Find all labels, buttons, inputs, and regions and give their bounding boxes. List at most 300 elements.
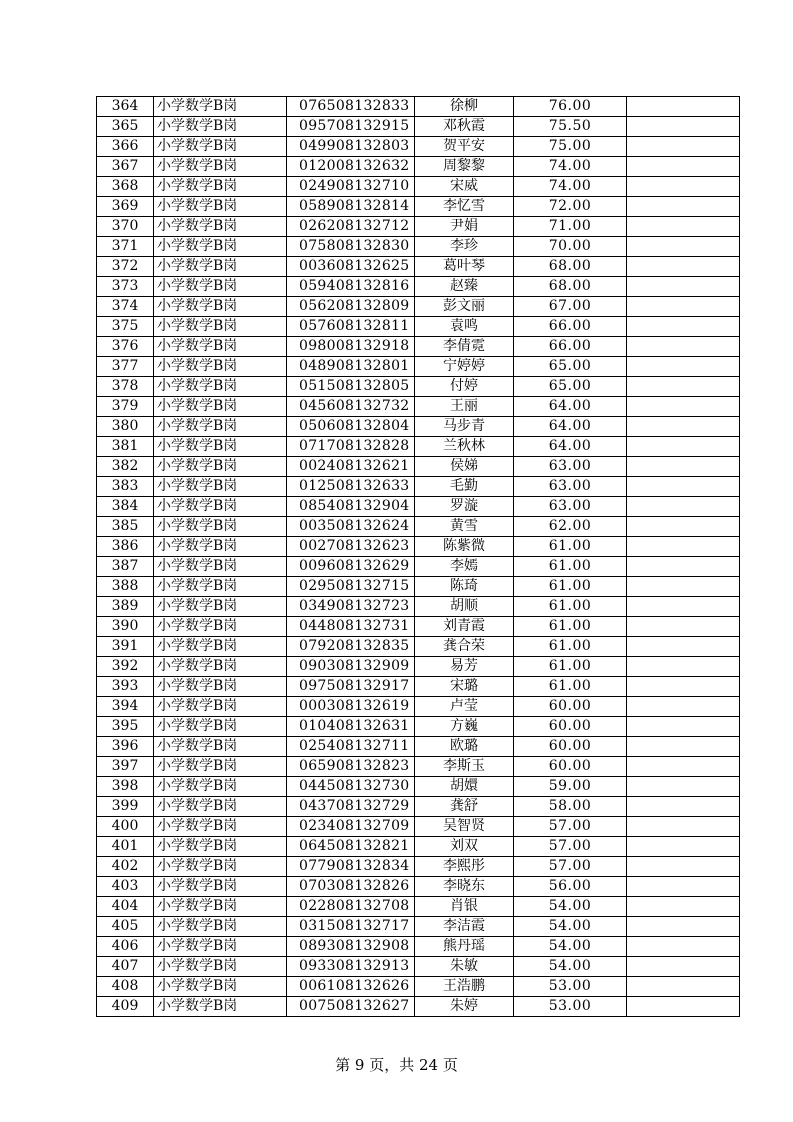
- position-name-cell: 小学数学B岗: [154, 497, 287, 517]
- row-number-cell: 377: [97, 357, 154, 377]
- results-table: [96, 96, 740, 1017]
- note-cell: [627, 777, 740, 797]
- table-row: [97, 297, 740, 317]
- score-cell: 57.00: [514, 817, 627, 837]
- position-name-cell: 小学数学B岗: [154, 977, 287, 997]
- note-cell: [627, 437, 740, 457]
- score-cell: 72.00: [514, 197, 627, 217]
- position-name-cell: 小学数学B岗: [154, 97, 287, 117]
- row-number-cell: 370: [97, 217, 154, 237]
- note-cell: [627, 877, 740, 897]
- table-row: [97, 417, 740, 437]
- position-name-cell: 小学数学B岗: [154, 417, 287, 437]
- page-number: 第 9 页，共 24 页: [335, 1056, 458, 1074]
- table-row: [97, 617, 740, 637]
- position-name-cell: 小学数学B岗: [154, 777, 287, 797]
- exam-id-cell: 059408132816: [287, 277, 415, 297]
- note-cell: [627, 337, 740, 357]
- table-row: [97, 557, 740, 577]
- note-cell: [627, 557, 740, 577]
- exam-id-cell: 000308132619: [287, 697, 415, 717]
- note-cell: [627, 957, 740, 977]
- candidate-name-cell: 卢莹: [415, 697, 514, 717]
- row-number-cell: 407: [97, 957, 154, 977]
- table-row: [97, 777, 740, 797]
- position-name-cell: 小学数学B岗: [154, 957, 287, 977]
- row-number-cell: 368: [97, 177, 154, 197]
- table-row: [97, 977, 740, 997]
- candidate-name-cell: 李斯玉: [415, 757, 514, 777]
- candidate-name-cell: 刘青霞: [415, 617, 514, 637]
- position-name-cell: 小学数学B岗: [154, 677, 287, 697]
- exam-id-cell: 034908132723: [287, 597, 415, 617]
- row-number-cell: 383: [97, 477, 154, 497]
- candidate-name-cell: 李嫣: [415, 557, 514, 577]
- table-row: [97, 637, 740, 657]
- candidate-name-cell: 李洁霞: [415, 917, 514, 937]
- note-cell: [627, 137, 740, 157]
- exam-id-cell: 023408132709: [287, 817, 415, 837]
- row-number-cell: 408: [97, 977, 154, 997]
- row-number-cell: 391: [97, 637, 154, 657]
- row-number-cell: 365: [97, 117, 154, 137]
- position-name-cell: 小学数学B岗: [154, 277, 287, 297]
- exam-id-cell: 006108132626: [287, 977, 415, 997]
- score-cell: 60.00: [514, 737, 627, 757]
- row-number-cell: 371: [97, 237, 154, 257]
- note-cell: [627, 417, 740, 437]
- position-name-cell: 小学数学B岗: [154, 697, 287, 717]
- row-number-cell: 388: [97, 577, 154, 597]
- note-cell: [627, 497, 740, 517]
- score-cell: 74.00: [514, 157, 627, 177]
- exam-id-cell: 071708132828: [287, 437, 415, 457]
- position-name-cell: 小学数学B岗: [154, 757, 287, 777]
- exam-id-cell: 026208132712: [287, 217, 415, 237]
- row-number-cell: 372: [97, 257, 154, 277]
- note-cell: [627, 817, 740, 837]
- row-number-cell: 366: [97, 137, 154, 157]
- exam-id-cell: 003508132624: [287, 517, 415, 537]
- position-name-cell: 小学数学B岗: [154, 457, 287, 477]
- exam-id-cell: 085408132904: [287, 497, 415, 517]
- exam-id-cell: 048908132801: [287, 357, 415, 377]
- note-cell: [627, 117, 740, 137]
- row-number-cell: 384: [97, 497, 154, 517]
- position-name-cell: 小学数学B岗: [154, 317, 287, 337]
- note-cell: [627, 97, 740, 117]
- score-cell: 66.00: [514, 337, 627, 357]
- exam-id-cell: 098008132918: [287, 337, 415, 357]
- table-row: [97, 437, 740, 457]
- score-cell: 53.00: [514, 997, 627, 1017]
- exam-id-cell: 029508132715: [287, 577, 415, 597]
- table-row: [97, 937, 740, 957]
- results-table-body: [97, 97, 740, 1017]
- table-row: [97, 157, 740, 177]
- exam-id-cell: 065908132823: [287, 757, 415, 777]
- row-number-cell: 379: [97, 397, 154, 417]
- score-cell: 64.00: [514, 437, 627, 457]
- row-number-cell: 374: [97, 297, 154, 317]
- candidate-name-cell: 邓秋霞: [415, 117, 514, 137]
- row-number-cell: 378: [97, 377, 154, 397]
- row-number-cell: 400: [97, 817, 154, 837]
- score-cell: 67.00: [514, 297, 627, 317]
- position-name-cell: 小学数学B岗: [154, 377, 287, 397]
- row-number-cell: 394: [97, 697, 154, 717]
- note-cell: [627, 977, 740, 997]
- candidate-name-cell: 李珍: [415, 237, 514, 257]
- table-row: [97, 997, 740, 1017]
- candidate-name-cell: 朱婷: [415, 997, 514, 1017]
- position-name-cell: 小学数学B岗: [154, 197, 287, 217]
- position-name-cell: 小学数学B岗: [154, 397, 287, 417]
- score-cell: 57.00: [514, 857, 627, 877]
- table-row: [97, 597, 740, 617]
- position-name-cell: 小学数学B岗: [154, 517, 287, 537]
- candidate-name-cell: 易芳: [415, 657, 514, 677]
- table-row: [97, 517, 740, 537]
- note-cell: [627, 697, 740, 717]
- position-name-cell: 小学数学B岗: [154, 857, 287, 877]
- position-name-cell: 小学数学B岗: [154, 137, 287, 157]
- note-cell: [627, 537, 740, 557]
- note-cell: [627, 657, 740, 677]
- position-name-cell: 小学数学B岗: [154, 577, 287, 597]
- exam-id-cell: 057608132811: [287, 317, 415, 337]
- exam-id-cell: 044508132730: [287, 777, 415, 797]
- table-row: [97, 697, 740, 717]
- score-cell: 54.00: [514, 917, 627, 937]
- note-cell: [627, 917, 740, 937]
- table-row: [97, 877, 740, 897]
- note-cell: [627, 237, 740, 257]
- note-cell: [627, 637, 740, 657]
- candidate-name-cell: 袁鸣: [415, 317, 514, 337]
- candidate-name-cell: 宋璐: [415, 677, 514, 697]
- row-number-cell: 387: [97, 557, 154, 577]
- note-cell: [627, 597, 740, 617]
- score-cell: 61.00: [514, 657, 627, 677]
- candidate-name-cell: 肖银: [415, 897, 514, 917]
- exam-id-cell: 079208132835: [287, 637, 415, 657]
- table-row: [97, 857, 740, 877]
- exam-id-cell: 049908132803: [287, 137, 415, 157]
- score-cell: 54.00: [514, 957, 627, 977]
- row-number-cell: 397: [97, 757, 154, 777]
- table-row: [97, 757, 740, 777]
- row-number-cell: 375: [97, 317, 154, 337]
- table-row: [97, 357, 740, 377]
- exam-id-cell: 002408132621: [287, 457, 415, 477]
- table-row: [97, 217, 740, 237]
- score-cell: 61.00: [514, 577, 627, 597]
- table-row: [97, 97, 740, 117]
- candidate-name-cell: 尹娟: [415, 217, 514, 237]
- score-cell: 61.00: [514, 617, 627, 637]
- row-number-cell: 386: [97, 537, 154, 557]
- candidate-name-cell: 胡嬛: [415, 777, 514, 797]
- row-number-cell: 385: [97, 517, 154, 537]
- candidate-name-cell: 李晓东: [415, 877, 514, 897]
- table-row: [97, 737, 740, 757]
- row-number-cell: 373: [97, 277, 154, 297]
- position-name-cell: 小学数学B岗: [154, 997, 287, 1017]
- row-number-cell: 406: [97, 937, 154, 957]
- exam-id-cell: 051508132805: [287, 377, 415, 397]
- position-name-cell: 小学数学B岗: [154, 297, 287, 317]
- candidate-name-cell: 欧璐: [415, 737, 514, 757]
- score-cell: 64.00: [514, 417, 627, 437]
- candidate-name-cell: 马步青: [415, 417, 514, 437]
- score-cell: 61.00: [514, 597, 627, 617]
- row-number-cell: 398: [97, 777, 154, 797]
- row-number-cell: 405: [97, 917, 154, 937]
- row-number-cell: 393: [97, 677, 154, 697]
- candidate-name-cell: 徐柳: [415, 97, 514, 117]
- table-row: [97, 537, 740, 557]
- table-row: [97, 837, 740, 857]
- table-row: [97, 897, 740, 917]
- score-cell: 75.50: [514, 117, 627, 137]
- note-cell: [627, 157, 740, 177]
- exam-id-cell: 022808132708: [287, 897, 415, 917]
- note-cell: [627, 197, 740, 217]
- note-cell: [627, 217, 740, 237]
- position-name-cell: 小学数学B岗: [154, 617, 287, 637]
- row-number-cell: 381: [97, 437, 154, 457]
- position-name-cell: 小学数学B岗: [154, 937, 287, 957]
- note-cell: [627, 757, 740, 777]
- note-cell: [627, 997, 740, 1017]
- table-row: [97, 457, 740, 477]
- note-cell: [627, 477, 740, 497]
- position-name-cell: 小学数学B岗: [154, 177, 287, 197]
- note-cell: [627, 937, 740, 957]
- table-row: [97, 377, 740, 397]
- candidate-name-cell: 罗漩: [415, 497, 514, 517]
- candidate-name-cell: 吴智贤: [415, 817, 514, 837]
- score-cell: 63.00: [514, 457, 627, 477]
- score-cell: 54.00: [514, 897, 627, 917]
- score-cell: 71.00: [514, 217, 627, 237]
- note-cell: [627, 517, 740, 537]
- candidate-name-cell: 王浩鹏: [415, 977, 514, 997]
- score-cell: 61.00: [514, 637, 627, 657]
- row-number-cell: 369: [97, 197, 154, 217]
- score-cell: 54.00: [514, 937, 627, 957]
- candidate-name-cell: 李熙彤: [415, 857, 514, 877]
- position-name-cell: 小学数学B岗: [154, 477, 287, 497]
- position-name-cell: 小学数学B岗: [154, 157, 287, 177]
- candidate-name-cell: 赵臻: [415, 277, 514, 297]
- table-row: [97, 117, 740, 137]
- table-row: [97, 137, 740, 157]
- table-row: [97, 577, 740, 597]
- candidate-name-cell: 胡顺: [415, 597, 514, 617]
- score-cell: 61.00: [514, 677, 627, 697]
- candidate-name-cell: 李忆雪: [415, 197, 514, 217]
- candidate-name-cell: 刘双: [415, 837, 514, 857]
- table-row: [97, 657, 740, 677]
- table-row: [97, 817, 740, 837]
- table-row: [97, 957, 740, 977]
- exam-id-cell: 075808132830: [287, 237, 415, 257]
- score-cell: 66.00: [514, 317, 627, 337]
- exam-id-cell: 012008132632: [287, 157, 415, 177]
- exam-id-cell: 097508132917: [287, 677, 415, 697]
- candidate-name-cell: 宋威: [415, 177, 514, 197]
- position-name-cell: 小学数学B岗: [154, 557, 287, 577]
- position-name-cell: 小学数学B岗: [154, 817, 287, 837]
- score-cell: 56.00: [514, 877, 627, 897]
- exam-id-cell: 012508132633: [287, 477, 415, 497]
- table-row: [97, 197, 740, 217]
- note-cell: [627, 857, 740, 877]
- score-cell: 62.00: [514, 517, 627, 537]
- table-row: [97, 497, 740, 517]
- candidate-name-cell: 毛勤: [415, 477, 514, 497]
- note-cell: [627, 357, 740, 377]
- row-number-cell: 389: [97, 597, 154, 617]
- score-cell: 58.00: [514, 797, 627, 817]
- note-cell: [627, 677, 740, 697]
- score-cell: 61.00: [514, 537, 627, 557]
- note-cell: [627, 577, 740, 597]
- table-row: [97, 317, 740, 337]
- score-cell: 65.00: [514, 357, 627, 377]
- candidate-name-cell: 付婷: [415, 377, 514, 397]
- row-number-cell: 403: [97, 877, 154, 897]
- table-row: [97, 797, 740, 817]
- score-cell: 74.00: [514, 177, 627, 197]
- row-number-cell: 404: [97, 897, 154, 917]
- row-number-cell: 402: [97, 857, 154, 877]
- score-cell: 60.00: [514, 717, 627, 737]
- position-name-cell: 小学数学B岗: [154, 917, 287, 937]
- exam-id-cell: 093308132913: [287, 957, 415, 977]
- exam-id-cell: 007508132627: [287, 997, 415, 1017]
- position-name-cell: 小学数学B岗: [154, 637, 287, 657]
- position-name-cell: 小学数学B岗: [154, 657, 287, 677]
- candidate-name-cell: 兰秋林: [415, 437, 514, 457]
- position-name-cell: 小学数学B岗: [154, 737, 287, 757]
- position-name-cell: 小学数学B岗: [154, 537, 287, 557]
- row-number-cell: 390: [97, 617, 154, 637]
- position-name-cell: 小学数学B岗: [154, 337, 287, 357]
- position-name-cell: 小学数学B岗: [154, 597, 287, 617]
- candidate-name-cell: 侯娣: [415, 457, 514, 477]
- score-cell: 76.00: [514, 97, 627, 117]
- exam-id-cell: 044808132731: [287, 617, 415, 637]
- exam-id-cell: 056208132809: [287, 297, 415, 317]
- candidate-name-cell: 陈琦: [415, 577, 514, 597]
- table-row: [97, 257, 740, 277]
- row-number-cell: 395: [97, 717, 154, 737]
- position-name-cell: 小学数学B岗: [154, 837, 287, 857]
- table-row: [97, 397, 740, 417]
- score-cell: 65.00: [514, 377, 627, 397]
- exam-id-cell: 003608132625: [287, 257, 415, 277]
- candidate-name-cell: 方巍: [415, 717, 514, 737]
- candidate-name-cell: 贺平安: [415, 137, 514, 157]
- score-cell: 63.00: [514, 497, 627, 517]
- note-cell: [627, 377, 740, 397]
- candidate-name-cell: 朱敏: [415, 957, 514, 977]
- table-row: [97, 237, 740, 257]
- note-cell: [627, 277, 740, 297]
- row-number-cell: 382: [97, 457, 154, 477]
- table-row: [97, 677, 740, 697]
- row-number-cell: 396: [97, 737, 154, 757]
- candidate-name-cell: 李倩霓: [415, 337, 514, 357]
- score-cell: 64.00: [514, 397, 627, 417]
- row-number-cell: 380: [97, 417, 154, 437]
- candidate-name-cell: 熊丹瑶: [415, 937, 514, 957]
- score-cell: 53.00: [514, 977, 627, 997]
- note-cell: [627, 717, 740, 737]
- candidate-name-cell: 龚合荣: [415, 637, 514, 657]
- note-cell: [627, 617, 740, 637]
- position-name-cell: 小学数学B岗: [154, 237, 287, 257]
- position-name-cell: 小学数学B岗: [154, 257, 287, 277]
- position-name-cell: 小学数学B岗: [154, 717, 287, 737]
- candidate-name-cell: 黄雪: [415, 517, 514, 537]
- row-number-cell: 364: [97, 97, 154, 117]
- note-cell: [627, 317, 740, 337]
- exam-id-cell: 043708132729: [287, 797, 415, 817]
- score-cell: 59.00: [514, 777, 627, 797]
- score-cell: 75.00: [514, 137, 627, 157]
- row-number-cell: 409: [97, 997, 154, 1017]
- table-row: [97, 917, 740, 937]
- exam-id-cell: 076508132833: [287, 97, 415, 117]
- exam-id-cell: 045608132732: [287, 397, 415, 417]
- exam-id-cell: 050608132804: [287, 417, 415, 437]
- candidate-name-cell: 葛叶琴: [415, 257, 514, 277]
- exam-id-cell: 002708132623: [287, 537, 415, 557]
- candidate-name-cell: 陈紫微: [415, 537, 514, 557]
- score-cell: 70.00: [514, 237, 627, 257]
- table-row: [97, 477, 740, 497]
- score-cell: 60.00: [514, 697, 627, 717]
- table-row: [97, 337, 740, 357]
- note-cell: [627, 897, 740, 917]
- note-cell: [627, 457, 740, 477]
- position-name-cell: 小学数学B岗: [154, 117, 287, 137]
- score-cell: 60.00: [514, 757, 627, 777]
- exam-id-cell: 090308132909: [287, 657, 415, 677]
- score-cell: 63.00: [514, 477, 627, 497]
- exam-id-cell: 010408132631: [287, 717, 415, 737]
- exam-id-cell: 077908132834: [287, 857, 415, 877]
- exam-id-cell: 031508132717: [287, 917, 415, 937]
- score-cell: 68.00: [514, 257, 627, 277]
- candidate-name-cell: 宁婷婷: [415, 357, 514, 377]
- table-row: [97, 717, 740, 737]
- score-cell: 61.00: [514, 557, 627, 577]
- exam-id-cell: 009608132629: [287, 557, 415, 577]
- exam-id-cell: 024908132710: [287, 177, 415, 197]
- note-cell: [627, 397, 740, 417]
- table-row: [97, 277, 740, 297]
- exam-id-cell: 064508132821: [287, 837, 415, 857]
- row-number-cell: 367: [97, 157, 154, 177]
- position-name-cell: 小学数学B岗: [154, 217, 287, 237]
- row-number-cell: 401: [97, 837, 154, 857]
- exam-id-cell: 070308132826: [287, 877, 415, 897]
